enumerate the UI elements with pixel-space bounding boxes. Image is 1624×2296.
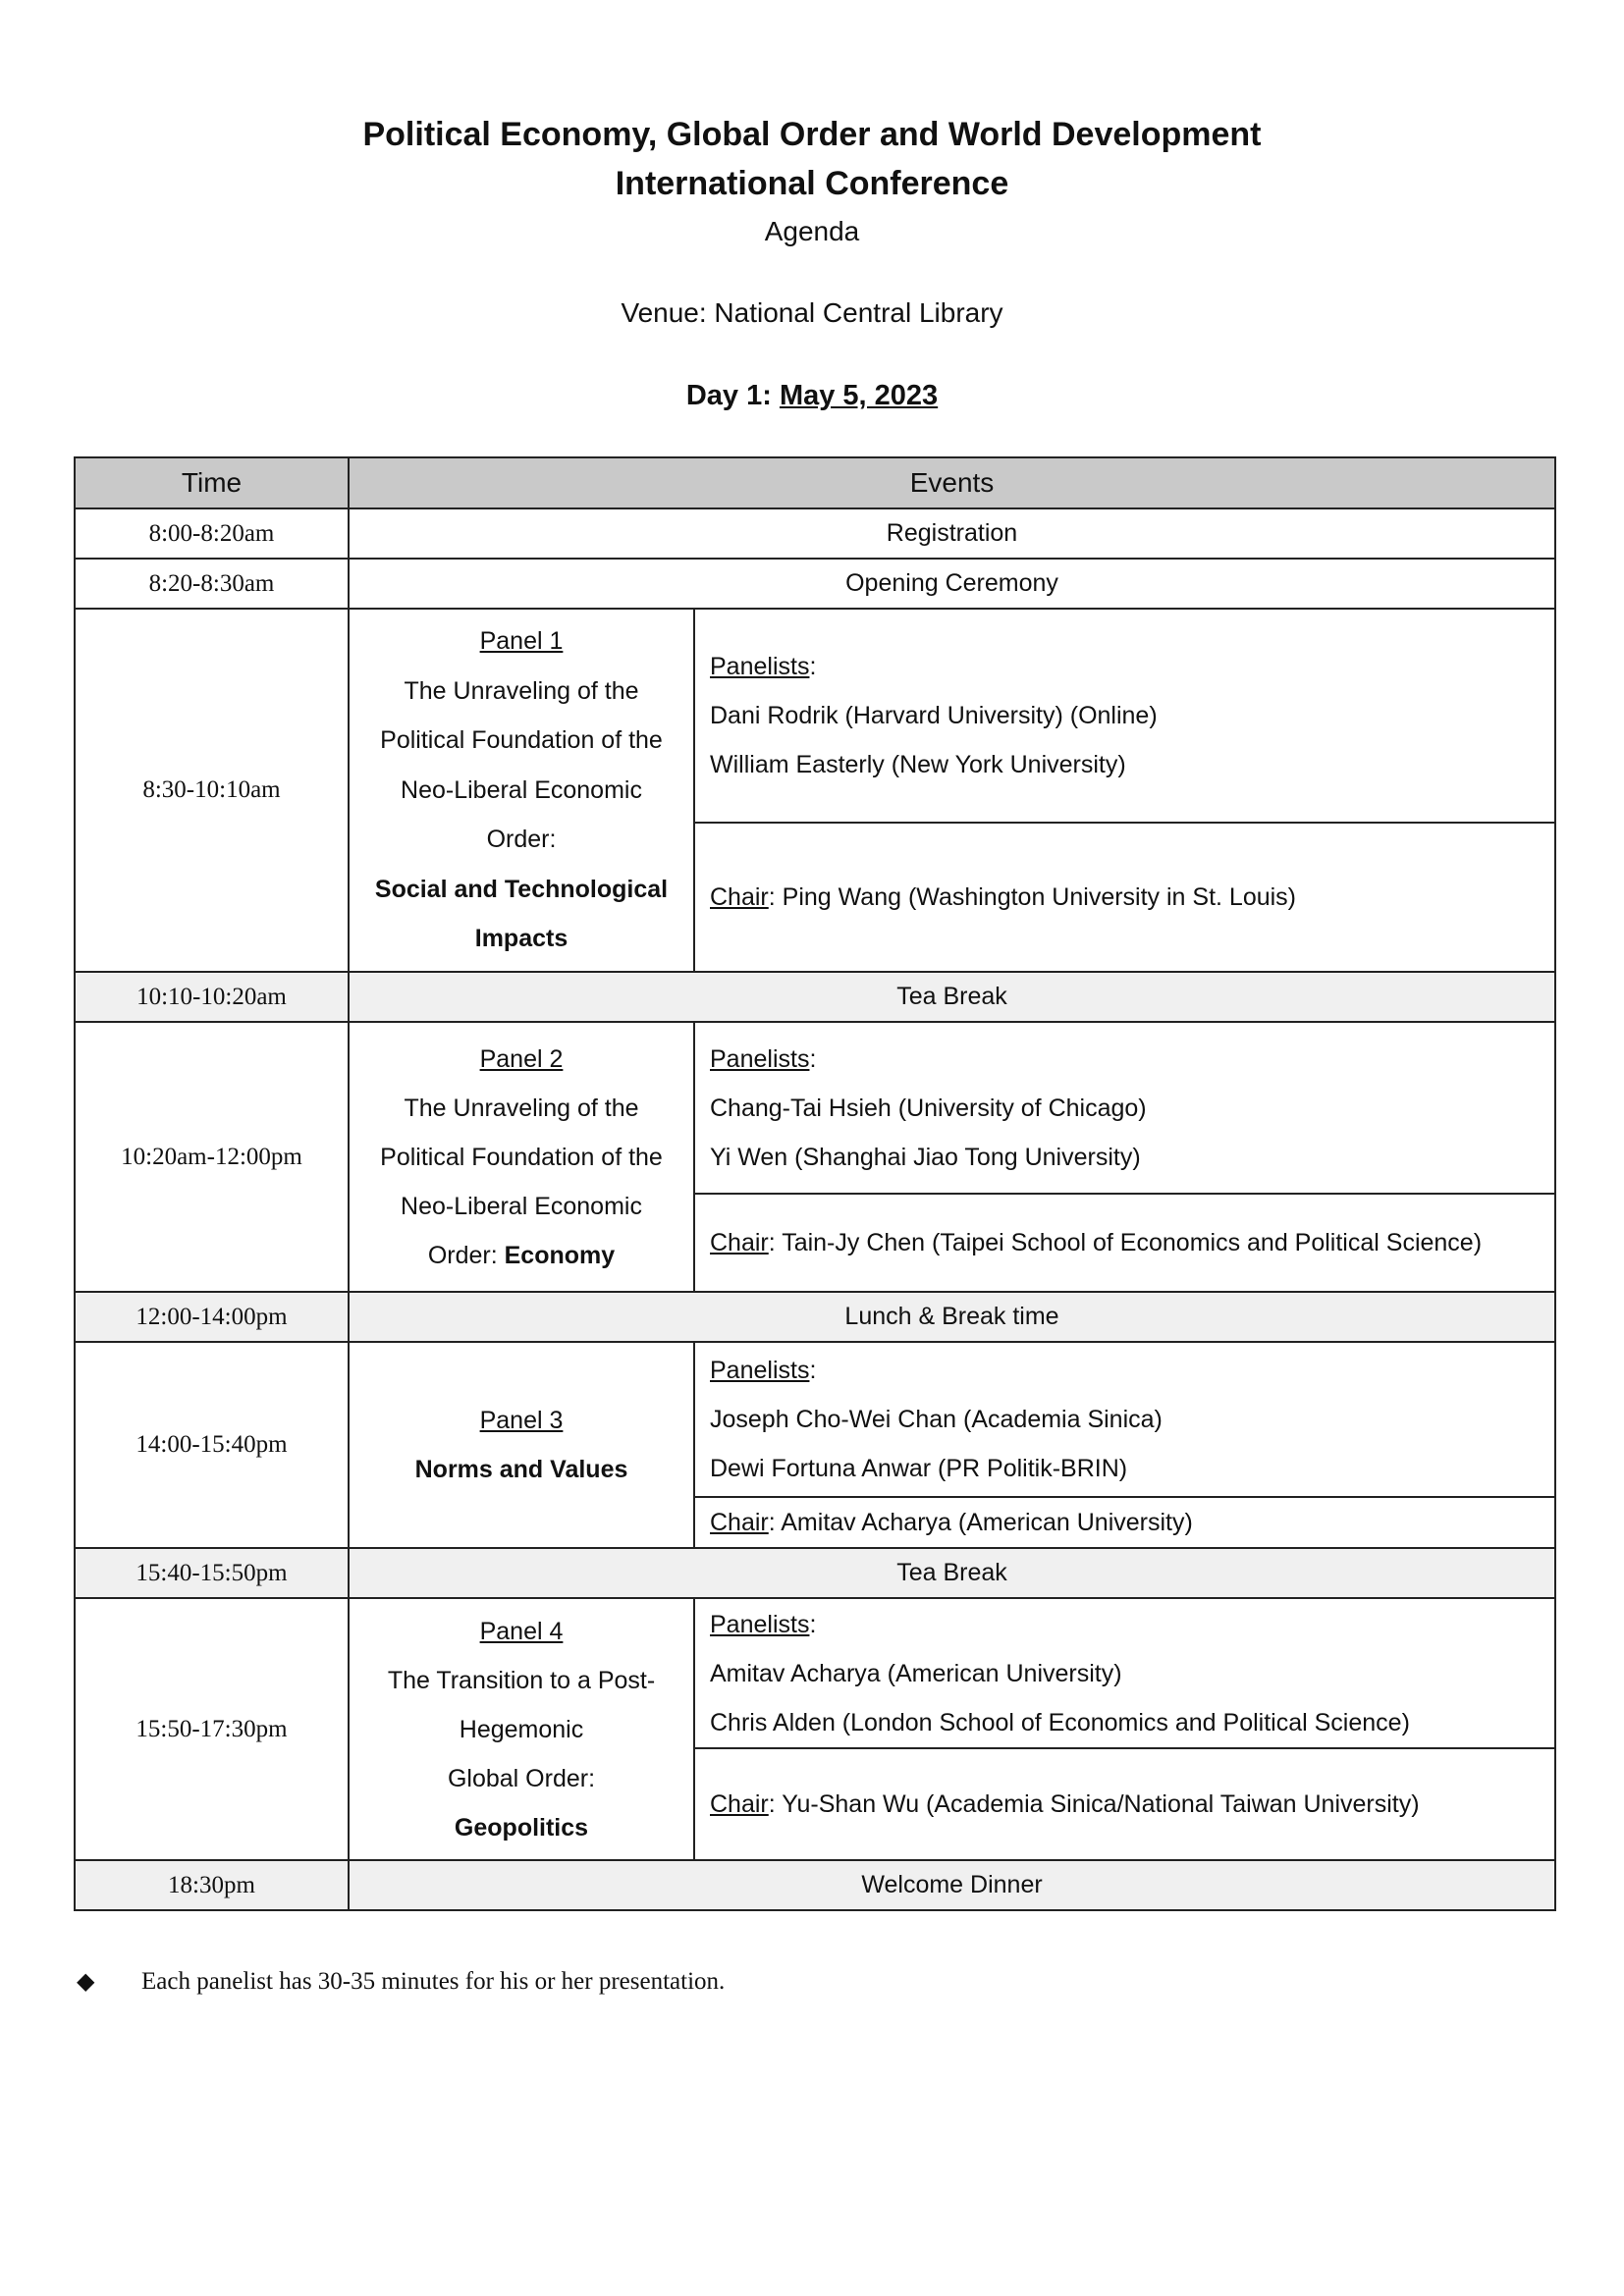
day-label: Day 1: xyxy=(685,380,780,411)
panelists-label: Panelists xyxy=(710,1044,810,1073)
panelist: Amitav Acharya (American University) xyxy=(710,1659,1122,1687)
table-row xyxy=(75,1860,1555,1910)
venue-line: Venue: National Central Library xyxy=(621,297,1003,328)
time-cell: 8:30-10:10am xyxy=(75,609,349,972)
panel-row xyxy=(75,1342,1555,1497)
table-row xyxy=(75,1548,1555,1598)
chair-name: : Yu-Shan Wu (Academia Sinica/National Taiwan University) xyxy=(768,1790,1420,1818)
chair-name: : Ping Wang (Washington University in St. Louis) xyxy=(768,883,1297,911)
conference-title-line2: International Conference xyxy=(615,165,1009,202)
panelists-label: Panelists xyxy=(710,1610,810,1638)
agenda-table xyxy=(74,456,1556,1911)
chair-cell xyxy=(694,1748,1555,1860)
panelists-label: Panelists xyxy=(710,653,810,680)
panelists-label: Panelists xyxy=(710,1357,810,1384)
panel-title-line: Order: xyxy=(427,1241,505,1269)
panel-title-line: Political Foundation of the xyxy=(380,726,663,755)
time-cell: 14:00-15:40pm xyxy=(75,1342,349,1548)
table-row xyxy=(75,972,1555,1022)
time-cell: 8:00-8:20am xyxy=(75,508,349,559)
time-cell: 10:10-10:20am xyxy=(75,972,349,1022)
panelists-cell: Panelists: Amitav Acharya (American University) Chris Alden (London School of Economics and Political Science) xyxy=(694,1598,1555,1748)
panel-label: Panel 2 xyxy=(479,1044,564,1073)
time-cell: 12:00-14:00pm xyxy=(75,1292,349,1342)
panelist: Dewi Fortuna Anwar (PR Politik-BRIN) xyxy=(710,1455,1128,1482)
panel-label: Panel 4 xyxy=(479,1617,564,1645)
time-cell: 15:50-17:30pm xyxy=(75,1598,349,1860)
panel-description xyxy=(349,609,694,972)
chair-label: Chair xyxy=(710,1790,769,1818)
panel-description xyxy=(349,1022,694,1292)
panelist: William Easterly (New York University) xyxy=(710,751,1126,778)
chair-label: Chair xyxy=(710,1509,769,1536)
presentation-note xyxy=(77,1967,725,1996)
panel-topic: Social and Technological xyxy=(374,875,669,903)
panel-topic: Norms and Values xyxy=(414,1456,628,1483)
panel-title-line: The Unraveling of the xyxy=(404,676,639,705)
panel-title-line: Neo-Liberal Economic xyxy=(401,1192,642,1220)
panelists-cell: Panelists: Chang-Tai Hsieh (University of Chicago) Yi Wen (Shanghai Jiao Tong University) xyxy=(694,1022,1555,1194)
chair-cell xyxy=(694,1497,1555,1548)
event-cell: Registration xyxy=(349,508,1555,559)
panelist: Yi Wen (Shanghai Jiao Tong University) xyxy=(710,1143,1141,1171)
event-cell: Lunch & Break time xyxy=(349,1292,1555,1342)
panel-title-line: Neo-Liberal Economic xyxy=(401,775,642,804)
chair-cell xyxy=(694,1194,1555,1292)
event-cell: Welcome Dinner xyxy=(349,1860,1555,1910)
panel-row xyxy=(75,1022,1555,1194)
table-row xyxy=(75,559,1555,609)
chair-name: : Tain-Jy Chen (Taipei School of Economics and Political Science) xyxy=(768,1229,1483,1256)
diamond-bullet-icon: ◆ xyxy=(77,1969,95,1995)
panel-description xyxy=(349,1598,694,1860)
time-cell: 10:20am-12:00pm xyxy=(75,1022,349,1292)
panel-row xyxy=(75,1598,1555,1748)
panelists-cell: Panelists: Dani Rodrik (Harvard University) (Online) William Easterly (New York University) xyxy=(694,609,1555,823)
panel-label: Panel 3 xyxy=(479,1407,564,1434)
panelists-cell: Panelists: Joseph Cho-Wei Chan (Academia Sinica) Dewi Fortuna Anwar (PR Politik-BRIN) xyxy=(694,1342,1555,1497)
panel-topic: Geopolitics xyxy=(454,1813,589,1842)
time-cell: 15:40-15:50pm xyxy=(75,1548,349,1598)
panel-title-line: Political Foundation of the xyxy=(380,1143,663,1171)
panel-row xyxy=(75,609,1555,823)
panelist: Chang-Tai Hsieh (University of Chicago) xyxy=(710,1094,1147,1122)
panel-title-line: Global Order: xyxy=(447,1764,596,1792)
day-date: May 5, 2023 xyxy=(779,380,939,411)
chair-label: Chair xyxy=(710,1229,769,1256)
day-heading xyxy=(0,380,1624,412)
panelist: Joseph Cho-Wei Chan (Academia Sinica) xyxy=(710,1406,1163,1433)
agenda-subtitle: Agenda xyxy=(764,216,860,246)
panel-title-line: The Transition to a Post- xyxy=(387,1666,656,1694)
panel-topic: Economy xyxy=(504,1241,616,1269)
table-header-row xyxy=(75,457,1555,508)
panel-label: Panel 1 xyxy=(479,627,564,656)
note-text: Each panelist has 30-35 minutes for his or her presentation. xyxy=(141,1968,726,1995)
conference-title-line1: Political Economy, Global Order and World Development xyxy=(362,116,1262,153)
event-cell: Tea Break xyxy=(349,972,1555,1022)
table-row xyxy=(75,508,1555,559)
events-column-header: Events xyxy=(349,457,1555,508)
time-cell: 18:30pm xyxy=(75,1860,349,1910)
panel-description xyxy=(349,1342,694,1548)
panelist: Chris Alden (London School of Economics and Political Science) xyxy=(710,1708,1410,1736)
chair-label: Chair xyxy=(710,883,769,911)
event-cell: Opening Ceremony xyxy=(349,559,1555,609)
chair-cell xyxy=(694,823,1555,972)
panel-title-line: Hegemonic xyxy=(459,1715,584,1743)
time-cell: 8:20-8:30am xyxy=(75,559,349,609)
time-column-header: Time xyxy=(75,457,349,508)
table-row xyxy=(75,1292,1555,1342)
chair-name: : Amitav Acharya (American University) xyxy=(768,1509,1193,1536)
event-cell: Tea Break xyxy=(349,1548,1555,1598)
panelist: Dani Rodrik (Harvard University) (Online) xyxy=(710,702,1158,729)
panel-title-line: Order: xyxy=(486,826,557,854)
panel-title-line: The Unraveling of the xyxy=(404,1094,639,1122)
panel-topic: Impacts xyxy=(474,925,568,953)
